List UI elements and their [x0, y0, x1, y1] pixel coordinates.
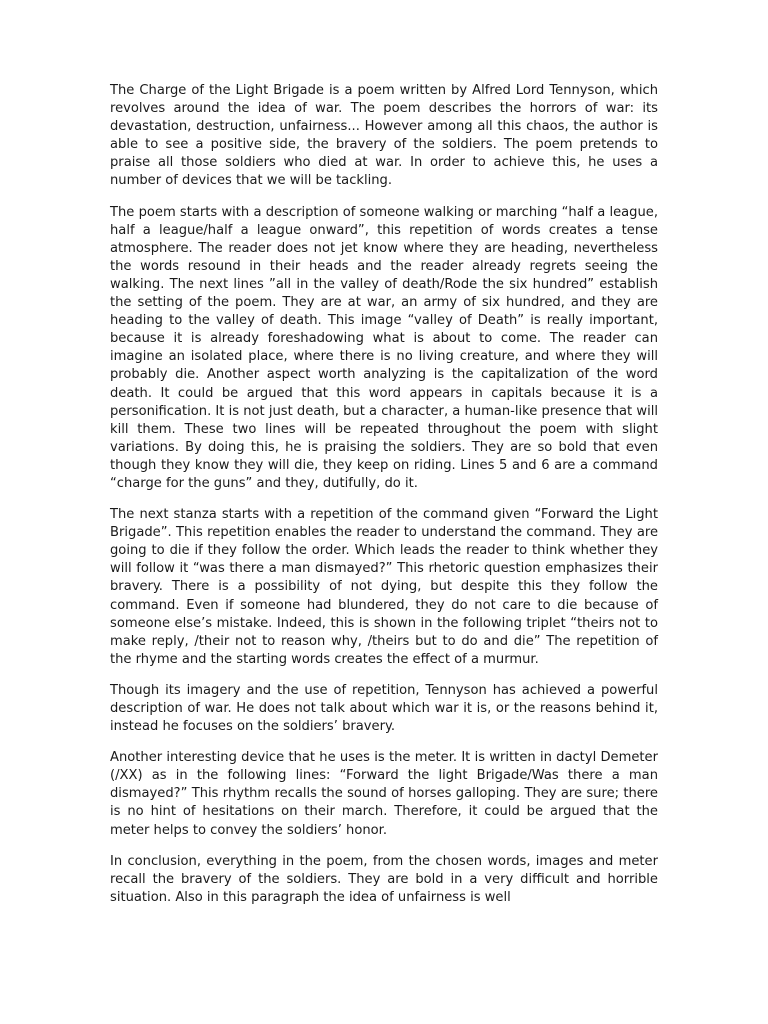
- paragraph-meter: Another interesting device that he uses is the meter. It is written in dactyl Demeter (/XX) as in the following lines: “Forward the light Brigade/Was there a man dismayed?” This rhythm recalls the sound of horses galloping. They are sure; there is no hint of hesitations on their march. Therefore, it could be argued that the meter helps to convey the soldiers’ honor.: [110, 750, 658, 838]
- paragraph-introduction: The Charge of the Light Brigade is a poem written by Alfred Lord Tennyson, which revolves around the idea of war. The poem describes the horrors of war: its devastation, destruction, unfairness... However among all this chaos, the author is able to see a positive side, the bravery of the soldiers. The poem pretends to praise all those soldiers who died at war. In order to achieve this, he uses a number of devices that we will be tackling.: [110, 83, 658, 189]
- paragraph-second-stanza: The next stanza starts with a repetition of the command given “Forward the Light Brigade”. This repetition enables the reader to understand the command. They are going to die if they follow the order. Which leads the reader to think whether they will follow it “was there a man dismayed?” This rhetoric question emphasizes their bravery. There is a possibility of not dying, but despite this they follow the command. Even if someone had blundered, they do not care to die because of someone else’s mistake. Indeed, this is shown in the following triplet “theirs not to make reply, /their not to reason why, /theirs but to do and die” The repetition of the rhyme and the starting words creates the effect of a murmur.: [110, 507, 658, 667]
- paragraph-imagery: Though its imagery and the use of repetition, Tennyson has achieved a powerful description of war. He does not talk about which war it is, or the reasons behind it, instead he focuses on the soldiers’ bravery.: [110, 682, 658, 735]
- paragraph-first-stanza: The poem starts with a description of someone walking or marching “half a league, half a league/half a league onward”, this repetition of words creates a tense atmosphere. The reader does not jet know where they are heading, nevertheless the words resound in their heads and the reader already regrets seeing the walking. The next lines ”all in the valley of death/Rode the six hundred” establish the setting of the poem. They are at war, an army of six hundred, and they are heading to the valley of death. This image “valley of Death” is really important, because it is already foreshadowing what is about to come. The reader can imagine an isolated place, where there is no living creature, and where they will probably die. Another aspect worth analyzing is the capitalization of the word death. It could be argued that this word appears in capitals because it is a personification. It is not just death, but a character, a human-like presence that will kill them. These two lines will be repeated throughout the poem with slight variations. By doing this, he is praising the soldiers. They are so bold that even though they know they will die, they keep on riding. Lines 5 and 6 are a command “charge for the guns” and they, dutifully, do it.: [110, 204, 658, 491]
- paragraph-conclusion: In conclusion, everything in the poem, from the chosen words, images and meter recall the bravery of the soldiers. They are bold in a very difficult and horrible situation. Also in this paragraph the idea of unfairness is well: [110, 853, 658, 905]
- essay-body: [110, 82, 658, 920]
